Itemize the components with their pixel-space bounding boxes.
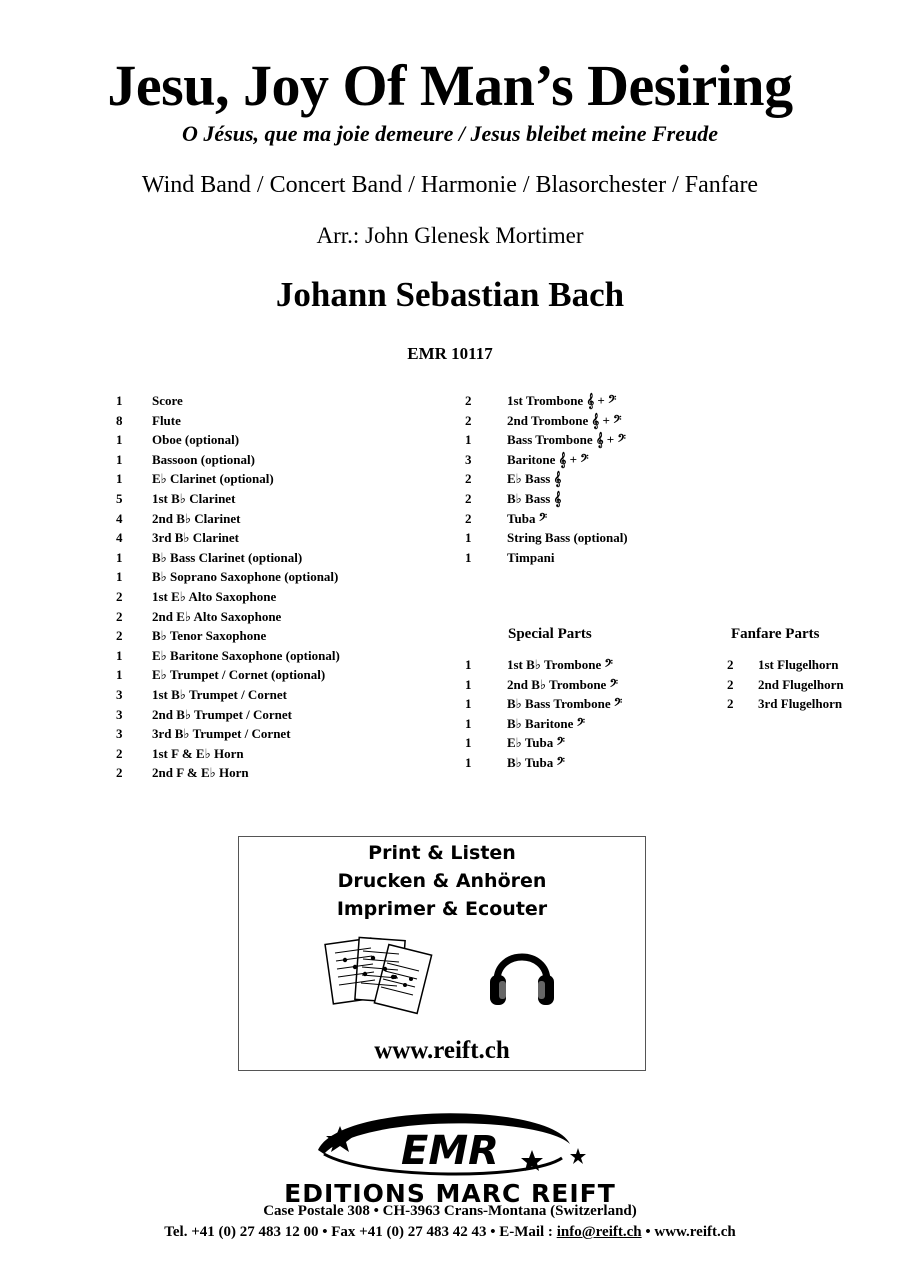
- part-quantity: 1: [465, 657, 472, 672]
- title: Jesu, Joy Of Man’s Desiring: [107, 53, 793, 118]
- part-quantity: 1: [116, 432, 123, 448]
- part-name: B♭ Bass Clarinet (optional): [152, 549, 303, 565]
- part-name: B♭ Tenor Saxophone: [152, 628, 267, 644]
- part-name: 3rd B♭ Clarinet: [152, 530, 240, 546]
- part-quantity: 2: [727, 676, 734, 692]
- part-name: 1st B♭ Trombone 𝄢: [507, 657, 613, 672]
- part-quantity: 1: [116, 647, 123, 663]
- part-quantity: 1: [465, 530, 472, 546]
- emr-logo: [300, 1108, 600, 1182]
- publisher-address: Case Postale 308 • CH-3963 Crans-Montana (Switzerland): [263, 1203, 637, 1219]
- print-listen-line-en: Print & Listen: [368, 842, 516, 864]
- part-quantity: 5: [116, 490, 123, 506]
- part-quantity: 2: [116, 745, 123, 761]
- catalog-number: EMR 10117: [407, 344, 493, 363]
- part-name: Flute: [152, 412, 181, 428]
- contact-email-link[interactable]: info@reift.ch: [556, 1224, 642, 1240]
- part-name: B♭ Tuba 𝄢: [507, 754, 565, 770]
- part-quantity: 2: [727, 696, 734, 712]
- part-quantity: 2: [465, 510, 472, 526]
- part-name: 2nd F & E♭ Horn: [152, 765, 249, 781]
- part-name: 1st E♭ Alto Saxophone: [152, 588, 277, 604]
- part-name: 2nd B♭ Clarinet: [152, 510, 241, 526]
- part-quantity: 1: [116, 471, 123, 487]
- part-name: 2nd E♭ Alto Saxophone: [152, 608, 282, 624]
- part-quantity: 1: [116, 569, 123, 585]
- headphones-icon: [487, 937, 557, 1011]
- part-quantity: 1: [465, 676, 472, 692]
- part-name: Bassoon (optional): [152, 451, 255, 467]
- part-name: B♭ Bass 𝄞: [507, 490, 562, 506]
- part-quantity: 4: [116, 510, 123, 526]
- part-quantity: 3: [116, 706, 123, 722]
- part-name: 1st F & E♭ Horn: [152, 745, 244, 761]
- part-name: Score: [152, 393, 183, 408]
- part-name: E♭ Tuba 𝄢: [507, 735, 565, 751]
- part-name: Timpani: [507, 549, 555, 565]
- part-quantity: 1: [465, 735, 472, 751]
- part-name: E♭ Baritone Saxophone (optional): [152, 647, 340, 663]
- publisher-name: EDITIONS MARC REIFT: [284, 1179, 616, 1208]
- part-quantity: 2: [465, 412, 472, 428]
- part-name: Baritone 𝄞 + 𝄢: [507, 451, 589, 467]
- contact-phone-fax: Tel. +41 (0) 27 483 12 00 • Fax +41 (0) 27 483 42 43 • E-Mail :: [164, 1224, 557, 1240]
- part-name: 3rd B♭ Trumpet / Cornet: [152, 726, 291, 742]
- part-quantity: 2: [116, 765, 123, 781]
- part-quantity: 1: [465, 754, 472, 770]
- composer: Johann Sebastian Bach: [275, 275, 625, 314]
- part-quantity: 3: [116, 686, 123, 702]
- special-parts-heading: Special Parts: [508, 626, 592, 642]
- print-listen-line-fr: Imprimer & Ecouter: [336, 898, 548, 920]
- publisher-contact: [0, 1224, 900, 1241]
- part-quantity: 1: [116, 667, 123, 683]
- ensemble: Wind Band / Concert Band / Harmonie / Blasorchester / Fanfare: [141, 172, 759, 198]
- part-name: 1st B♭ Trumpet / Cornet: [152, 686, 287, 702]
- part-quantity: 4: [116, 530, 123, 546]
- part-quantity: 1: [116, 549, 123, 565]
- part-name: 3rd Flugelhorn: [758, 696, 843, 712]
- part-name: E♭ Bass 𝄞: [507, 471, 562, 487]
- part-quantity: 2: [465, 393, 472, 408]
- part-name: 2nd B♭ Trombone 𝄢: [507, 676, 618, 692]
- emr-logo-text: EMR: [401, 1128, 499, 1174]
- part-name: Bass Trombone 𝄞 + 𝄢: [507, 432, 626, 448]
- part-name: 1st B♭ Clarinet: [152, 490, 236, 506]
- part-quantity: 1: [116, 393, 123, 408]
- part-quantity: 2: [465, 490, 472, 506]
- print-listen-line-de: Drucken & Anhören: [337, 870, 547, 892]
- part-quantity: 1: [465, 549, 472, 565]
- part-name: 2nd Trombone 𝄞 + 𝄢: [507, 412, 622, 428]
- part-name: E♭ Clarinet (optional): [152, 471, 274, 487]
- part-name: 2nd B♭ Trumpet / Cornet: [152, 706, 292, 722]
- part-quantity: 1: [465, 696, 472, 712]
- part-quantity: 1: [116, 451, 123, 467]
- part-quantity: 2: [116, 608, 123, 624]
- part-name: E♭ Trumpet / Cornet (optional): [152, 667, 326, 683]
- part-name: String Bass (optional): [507, 530, 628, 546]
- fanfare-parts-heading: Fanfare Parts: [731, 626, 820, 642]
- part-name: Oboe (optional): [152, 432, 240, 448]
- print-listen-box[interactable]: [238, 836, 646, 1071]
- part-name: B♭ Bass Trombone 𝄢: [507, 696, 623, 712]
- part-quantity: 1: [465, 432, 472, 448]
- sheet-music-icon: [323, 933, 433, 1019]
- part-name: Tuba 𝄢: [507, 510, 548, 526]
- part-name: 1st Trombone 𝄞 + 𝄢: [507, 393, 617, 408]
- part-quantity: 3: [465, 451, 472, 467]
- arranger: Arr.: John Glenesk Mortimer: [316, 223, 584, 248]
- part-quantity: 2: [116, 588, 123, 604]
- part-name: B♭ Soprano Saxophone (optional): [152, 569, 339, 585]
- part-quantity: 2: [727, 657, 734, 672]
- contact-website[interactable]: • www.reift.ch: [641, 1224, 736, 1240]
- part-name: 2nd Flugelhorn: [758, 676, 844, 692]
- part-name: B♭ Baritone 𝄢: [507, 715, 586, 731]
- subtitle: O Jésus, que ma joie demeure / Jesus bleibet meine Freude: [182, 121, 718, 146]
- print-listen-url[interactable]: www.reift.ch: [374, 1037, 510, 1064]
- part-name: 1st Flugelhorn: [758, 657, 839, 672]
- part-quantity: 3: [116, 726, 123, 742]
- part-quantity: 8: [116, 412, 123, 428]
- part-quantity: 2: [465, 471, 472, 487]
- part-quantity: 2: [116, 628, 123, 644]
- part-quantity: 1: [465, 715, 472, 731]
